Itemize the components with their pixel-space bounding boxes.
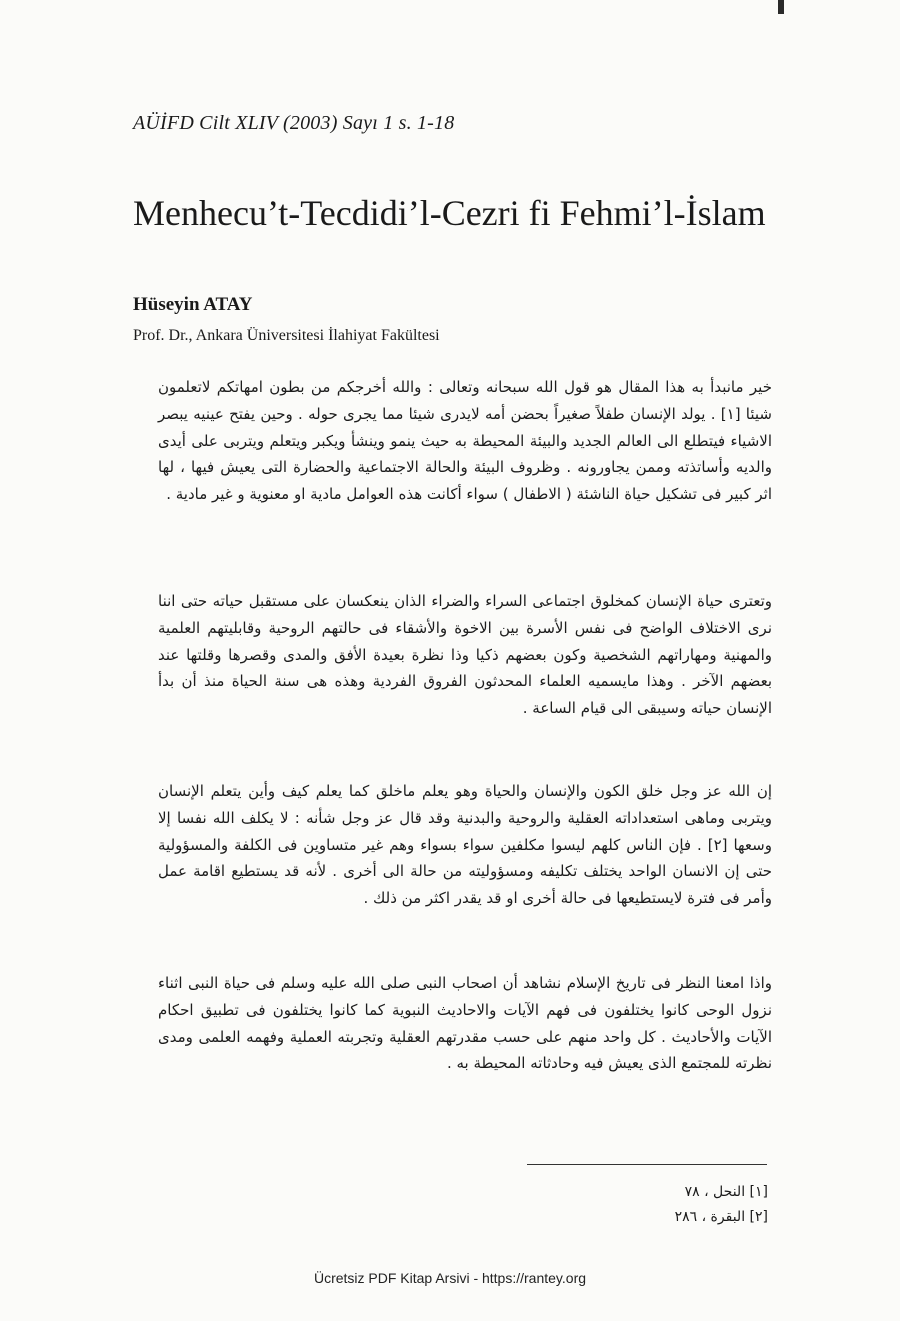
footnote-divider <box>527 1164 767 1165</box>
journal-citation: AÜİFD Cilt XLIV (2003) Sayı 1 s. 1-18 <box>133 112 455 134</box>
page-footer: Ücretsiz PDF Kitap Arsivi - https://rantey.org <box>313 1270 587 1286</box>
footnote-1: [١] النحل ، ٧٨ <box>684 1184 768 1200</box>
author-name: Hüseyin ATAY <box>133 294 253 315</box>
body-paragraph-2: وتعترى حياة الإنسان كمخلوق اجتماعى السراء والضراء الذان ينعكسان على مستقبل حياته حتى اننا نرى الاختلاف الواضح فى نفس الأسرة بين الاخوة والأشقاء فى حالتهم الروحية وقابليتهم العلمية والمهنية ومهاراتهم الشخصية وكون بعضهم ذكيا وذا نظرة بعيدة الأفق والمدى وقصرها وقلتها عند بعضهم الآخر . وهذا مايسميه العلماء المحدثون الفروق الفردية وهذه هى سنة الحياة منذ أن بدأ الإنسان حياته وسيبقى الى قيام الساعة . <box>158 592 772 718</box>
scan-corner-mark <box>778 0 784 14</box>
body-paragraph-4: واذا امعنا النظر فى تاريخ الإسلام نشاهد أن اصحاب النبى صلى الله عليه وسلم فى حياة النبى اثناء نزول الوحى كانوا يختلفون فى فهم الآيات والاحاديث النبوية كما كانوا يختلفون فى تطبيق احكام الآيات والأحاديث . كل واحد منهم على حسب مقدرتهم العقلية وتجربته العملية وفهمه العلمى ومدى نظرته للمجتمع الذى يعيش فيه وحادثاته المحيطة به . <box>158 974 772 1073</box>
body-paragraph-1: خير مانبدأ به هذا المقال هو قول الله سبحانه وتعالى : والله أخرجكم من بطون امهاتكم لاتعلمون شيئا [١] . يولد الإنسان طفلاً صغيراً بحضن أمه لايدرى شيئا مما يجرى حوله . وحين يفتح عينيه يبصر الاشياء فيتطلع الى العالم الجديد والبيئة المحيطة به حيث ينمو وينشأ ويكبر ويتعلم ويتربى على أيدى والديه وأساتذته وممن يجاورونه . وظروف البيئة والحالة الاجتماعية والحضارة التى يعيش فيها ، لها اثر كبير فى تشكيل حياة الناشئة ( الاطفال ) سواء أكانت هذه العوامل مادية او معنوية و غير مادية . <box>158 378 772 504</box>
article-title: Menhecu’t-Tecdidi’l-Cezri fi Fehmi’l-İslam <box>133 193 766 233</box>
body-paragraph-3: إن الله عز وجل خلق الكون والإنسان والحياة وهو يعلم ماخلق كما يعلم كيف وأين يتعلم الإنسان ويتربى وماهى استعداداته العقلية والروحية والبدنية وقد قال عز وجل شأنه : لا يكلف الله نفسا إلا وسعها [٢] . فإن الناس كلهم ليسوا مكلفين سواء بسواء وهم غير متساوين فى الكلفة والمسؤولية حتى إن الانسان الواحد يختلف تكليفه ومسؤوليته من حالة الى أخرى . لأنه قد يستطيع اقامة عمل وأمر فى فترة لايستطيعها فى حالة أخرى او قد يقدر اكثر من ذلك . <box>158 782 772 908</box>
footnote-2: [٢] البقرة ، ٢٨٦ <box>674 1209 768 1225</box>
footnotes <box>500 1180 768 1230</box>
author-affiliation: Prof. Dr., Ankara Üniversitesi İlahiyat Fakültesi <box>133 327 440 344</box>
